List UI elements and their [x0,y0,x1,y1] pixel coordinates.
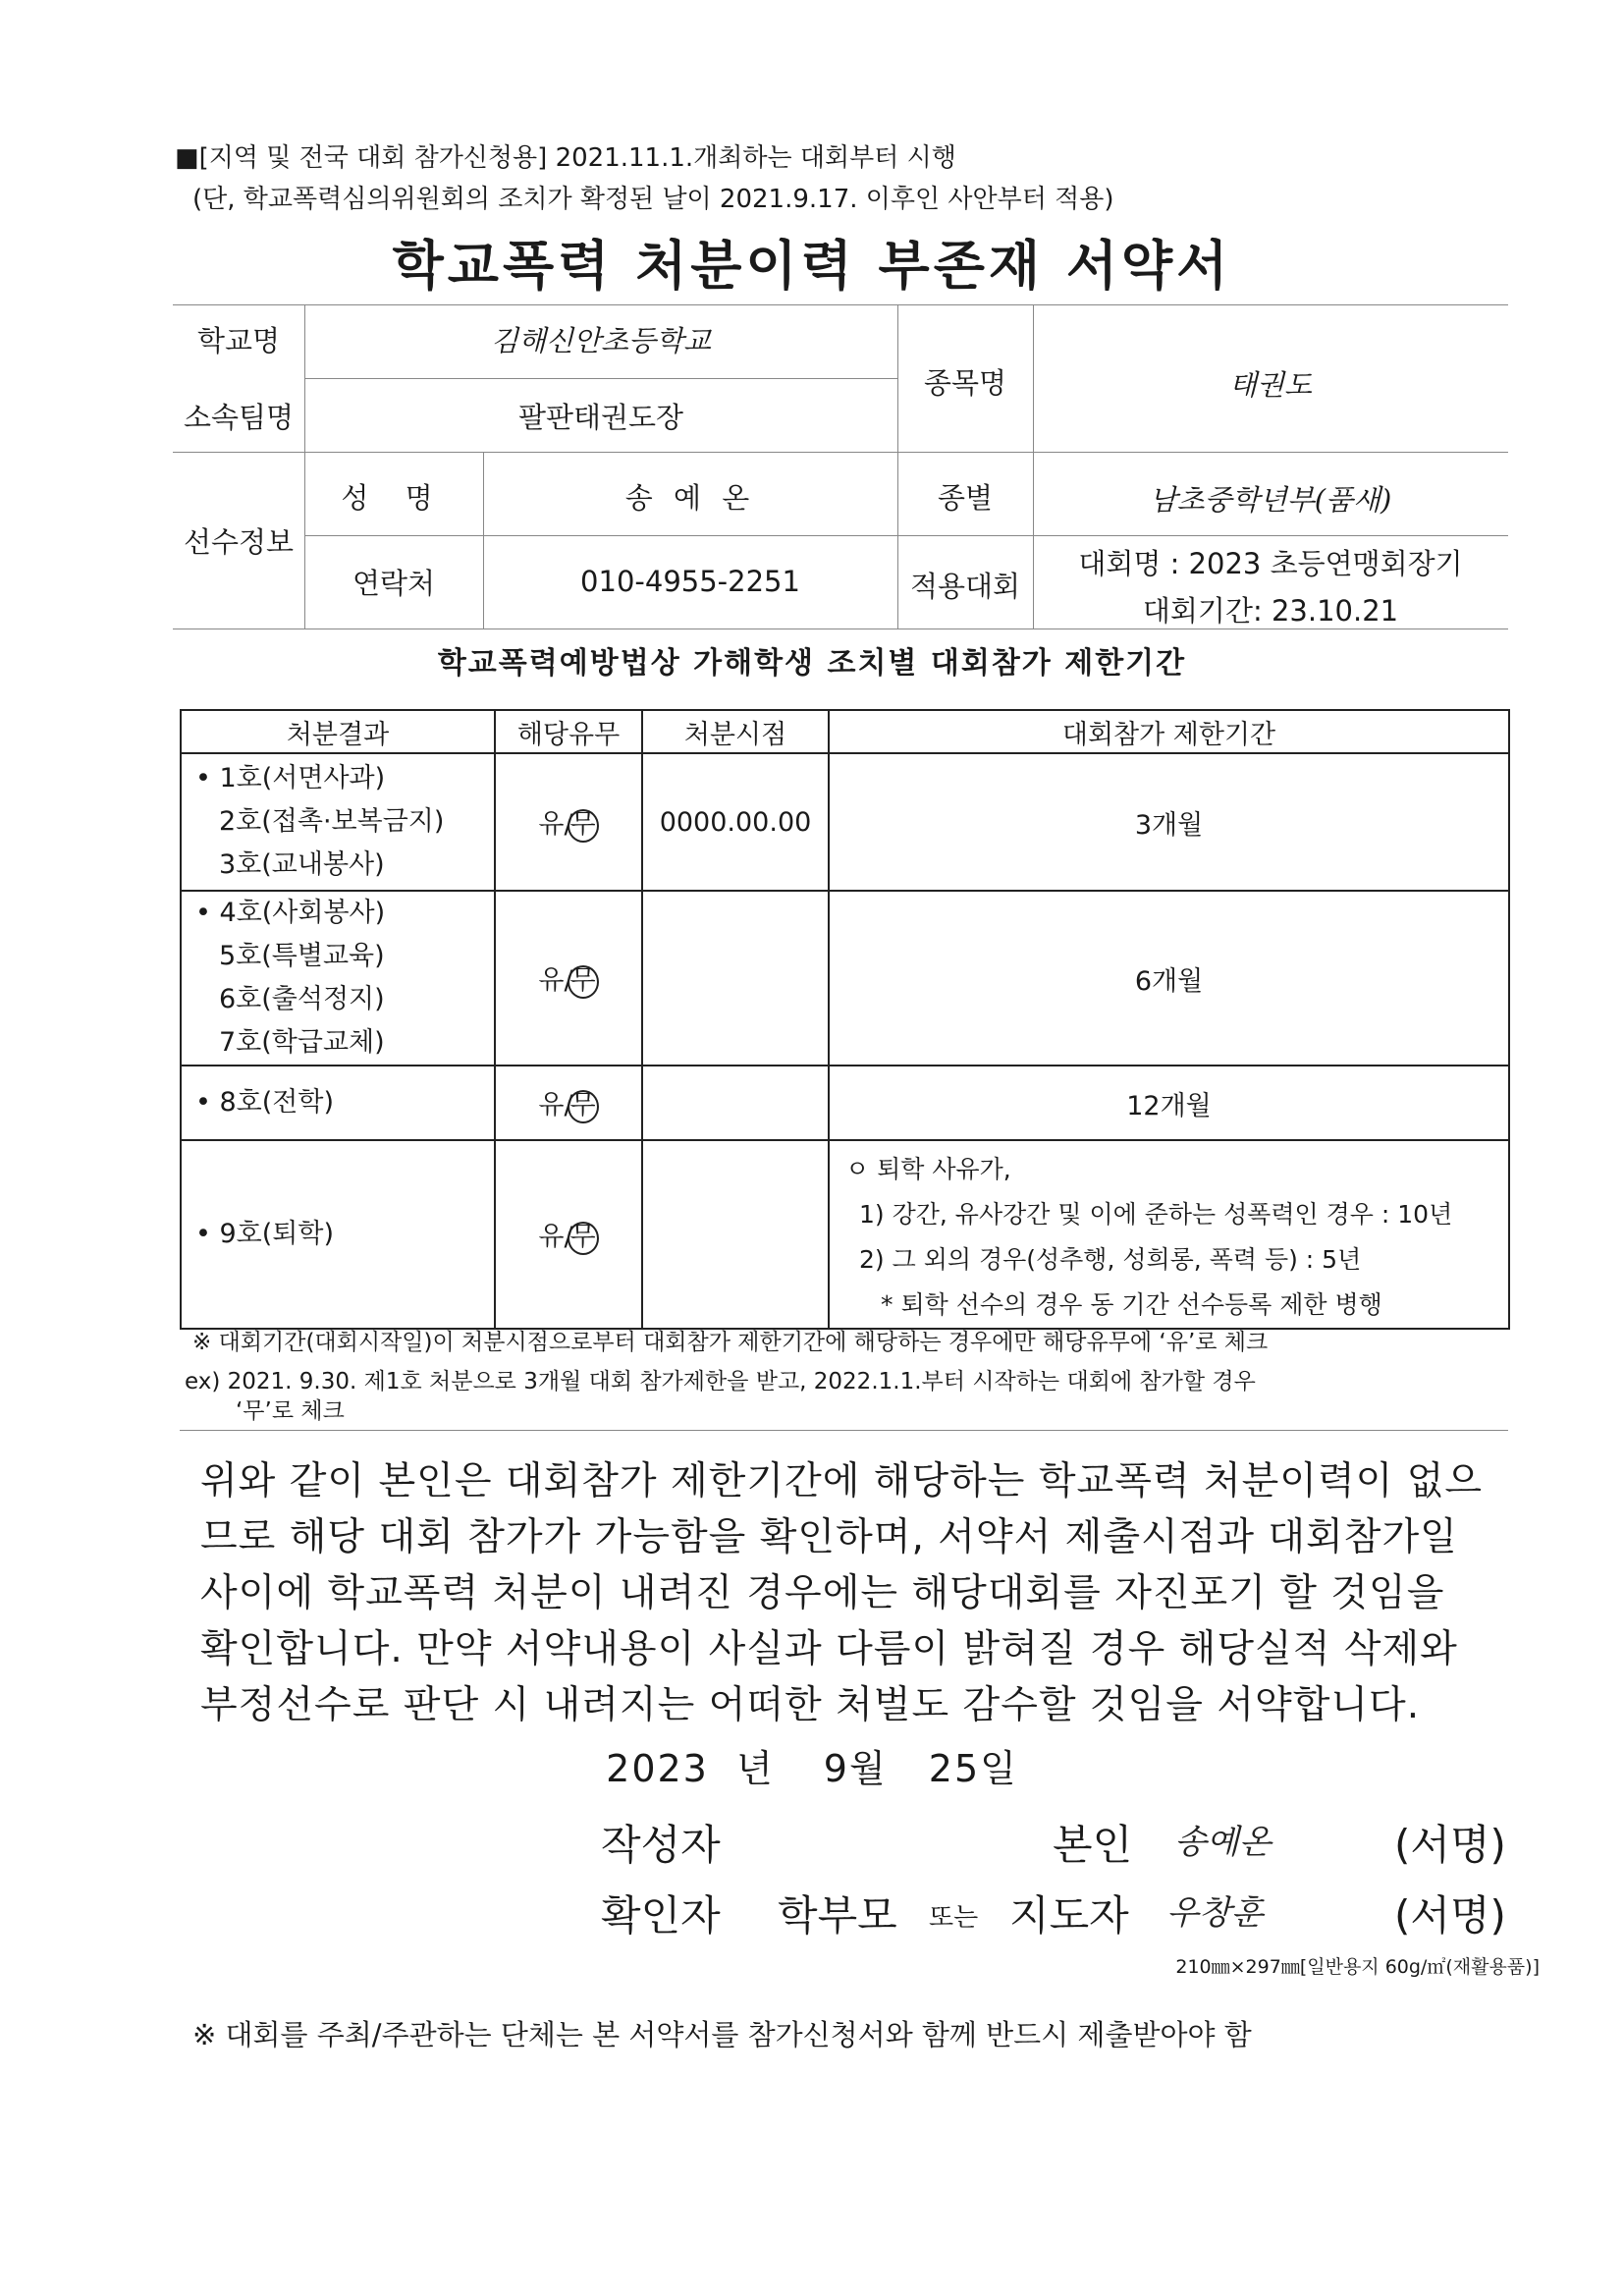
writer-label: 작성자 [601,1821,721,1869]
self-signature[interactable]: 송예온 [1174,1823,1272,1862]
applicable-cell[interactable]: 유/무 [495,891,642,1066]
applicable-cell[interactable]: 유/무 [495,1066,642,1140]
date-cell [642,891,829,1066]
date-month: 9월 [823,1747,888,1790]
player-info-label: 선수정보 [183,525,295,559]
table-title: 학교폭력예방법상 가해학생 조치별 대회참가 제한기간 [437,646,1187,681]
team-label: 소속팀명 [183,401,295,434]
coach-signature[interactable]: 우창훈 [1166,1893,1264,1933]
header-applicable: 해당유무 [495,710,642,753]
document-title: 학교폭력 처분이력 부존재 서약서 [392,235,1232,297]
sign-date [0,1738,1624,1792]
self-label: 본인 [1053,1821,1133,1869]
category-label: 종별 [937,481,994,515]
result-cell: • 4호(사회봉사) 5호(특별교육) 6호(출석정지) 7호(학급교체) [181,891,495,1066]
coach-label: 지도자 [1009,1891,1129,1940]
name-label: 성 명 [341,481,447,515]
header-result: 처분결과 [181,710,495,753]
paper-spec: 210㎜×297㎜[일반용지 60g/㎡(재활용품)] [1175,1956,1540,1978]
result-cell: • 8호(전학) [181,1066,495,1140]
header-period: 대회참가 제한기간 [829,710,1509,753]
event-period: 대회기간: 23.10.21 [1142,594,1399,628]
applicable-cell[interactable]: 유/무 [495,1140,642,1329]
disciplinary-table [180,709,1510,1330]
applicable-cell[interactable]: 유/무 [495,753,642,891]
school-label: 학교명 [196,324,281,357]
period-cell: 3개월 [829,753,1509,891]
divider [180,1430,1508,1431]
note-3: ‘무’로 체크 [236,1398,345,1424]
contact-value: 010-4955-2251 [580,565,800,598]
header-date: 처분시점 [642,710,829,753]
date-cell [642,1140,829,1329]
sport-label: 종목명 [923,366,1007,400]
table-row [181,891,1509,1066]
note-1: ※ 대회기간(대회시작일)이 처분시점으로부터 대회참가 제한기간에 해당하는 경우에만 해당유무에 ‘유’로 체크 [192,1330,1269,1355]
footer-note: ※ 대회를 주최/주관하는 단체는 본 서약서를 참가신청서와 함께 반드시 제출받아야 함 [192,2018,1252,2051]
event-name: 대회명 : 2023 초등연맹회장기 [1078,547,1463,580]
contact-label: 연락처 [352,567,436,600]
selected-no-mark: 무 [568,1090,599,1123]
date-year-unit: 년 [735,1747,775,1790]
date-year: 2023 [606,1747,709,1790]
category-value: 남초중학년부(품새) [1149,483,1392,517]
table-row [181,1066,1509,1140]
selected-no-mark: 무 [568,965,599,999]
selected-no-mark: 무 [568,809,599,843]
result-cell: • 9호(퇴학) [181,1140,495,1329]
name-value: 송 예 온 [624,481,756,515]
coach-seal-label: (서명) [1394,1891,1506,1940]
event-label: 적용대회 [909,570,1021,603]
header-line-2: (단, 학교폭력심의위원회의 조치가 확정된 날이 2021.9.17. 이후인 사안부터 적용) [192,185,1114,214]
table-header-row [181,710,1509,753]
parent-label: 학부모 [778,1891,897,1940]
header-line-1: ■[지역 및 전국 대회 참가신청용] 2021.11.1.개최하는 대회부터 시행 [175,143,956,173]
self-seal-label: (서명) [1394,1821,1506,1869]
selected-no-mark: 무 [568,1222,599,1255]
date-day: 25일 [928,1747,1018,1790]
result-cell: • 1호(서면사과) 2호(접촉·보복금지) 3호(교내봉사) [181,753,495,891]
table-row [181,753,1509,891]
confirm-label: 확인자 [601,1891,721,1940]
period-cell: 12개월 [829,1066,1509,1140]
team-value: 팔판태권도장 [517,401,684,434]
date-cell [642,1066,829,1140]
table-row [181,1140,1509,1329]
or-label: 또는 [929,1903,979,1933]
date-cell: 0000.00.00 [642,753,829,891]
oath-paragraph: 위와 같이 본인은 대회참가 제한기간에 해당하는 학교폭력 처분이력이 없으 므로 해당 대회 참가가 가능함을 확인하며, 서약서 제출시점과 대회참가일 사이에 학교폭력 처분이 내려진 경우에는 해당대회를 자진포기 할 것임을 확인합니다. 만약 서약내용이 사실과 다름이 밝혀질 경우 해당실적 삭제와 부정선수로 판단 시 내려지는 어떠한 처벌도 감수할 것임을 서약합니다. [200,1459,1484,1727]
sport-value: 태권도 [1228,368,1313,402]
school-value: 김해신안초등학교 [490,324,712,357]
period-cell: ㅇ 퇴학 사유가, 1) 강간, 유사강간 및 이에 준하는 성폭력인 경우 : 10년 2) 그 외의 경우(성추행, 성희롱, 폭력 등) : 5년 * 퇴학 선수의 경우 동 기간 선수등록 제한 병행 [829,1140,1509,1329]
note-2: ex) 2021. 9.30. 제1호 처분으로 3개월 대회 참가제한을 받고, 2022.1.1.부터 시작하는 대회에 참가할 경우 [185,1369,1256,1394]
period-cell: 6개월 [829,891,1509,1066]
